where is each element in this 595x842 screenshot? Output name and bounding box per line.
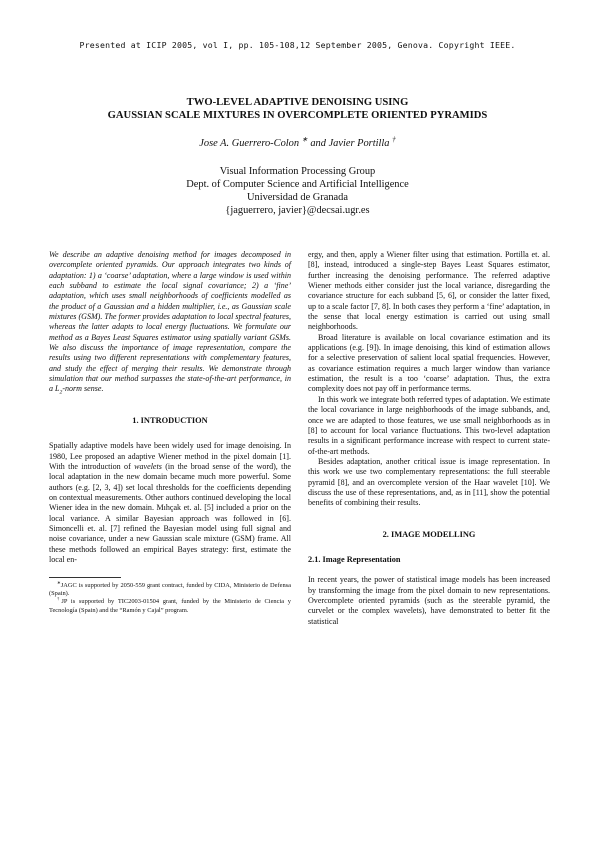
- author-connector: and: [310, 138, 326, 149]
- title-line-1: TWO-LEVEL ADAPTIVE DENOISING USING: [186, 97, 409, 108]
- author-2-footnote-mark: †: [392, 135, 396, 144]
- author-1-footnote-mark: ∗: [301, 135, 308, 144]
- author-1: Jose A. Guerrero-Colon: [199, 138, 300, 149]
- abstract-norm-subscript: 2: [59, 390, 63, 397]
- section-heading-image-modelling: 2. IMAGE MODELLING: [382, 529, 476, 539]
- footnote-text-2: JP is supported by TIC2003-01504 grant, funded by the Ministerio de Ciencia y Tecnología (Spain) and the “Ramón y Cajal” program.: [49, 598, 291, 614]
- right-column: [308, 250, 550, 627]
- paper-title: [40, 96, 555, 122]
- abstract-text-end: -norm sense.: [62, 384, 104, 394]
- affiliation-email: {jaguerrero, javier}@decsai.ugr.es: [225, 205, 370, 216]
- footnote-rule: [49, 577, 121, 578]
- author-line: [40, 135, 555, 149]
- author-2: Javier Portilla: [328, 138, 390, 149]
- footnote-mark-1: ∗: [57, 580, 61, 586]
- footnote-text-1: JAGC is supported by 2050-559 grant contract, funded by CIDA, Ministerio de Defensa (Spain).: [49, 582, 291, 598]
- left-column: [49, 250, 291, 615]
- section-heading-introduction: 1. INTRODUCTION: [132, 415, 208, 425]
- intro-paragraph-2: Broad literature is available on local covariance estimation and its applications (e.g. [9]). In image denoising, this kind of estimation allows for a selective preservation of salient local spatial frequencies. However, as covariance estimation requires a much larger window than variance estimation, the result is a too ‘coarse’ adaptation. Thus, the extra complexity does not pay off in performance terms.: [308, 332, 550, 394]
- intro-paragraph-4: Besides adaptation, another critical issue is image representation. In this work we use two complementary representations: the full steerable pyramid [8], and an overcomplete version of the Haar wavelet [10]. We discuss the use of these representations, and, as in [11], show the potential benefits of combining their results.: [308, 456, 550, 508]
- abstract-text: We describe an adaptive denoising method for images decomposed in overcomplete oriented pyramids. Our approach integrates two kinds of adaptation: 1) a ‘coarse’ adaptation, where a large window is used within each subband to estimate the local signal covariance; 2) a ‘fine’ adaptation, which uses small neighborhoods of coefficients modelled as the product of a Gaussian and a hidden multiplier, i.e., as Gaussian scale mixtures (GSM). The former provides adaptation to local spectral features, whereas the latter adapts to local energy fluctuations. We formulate our method as a Bayes Least Squares estimator using spatially variant GSMs. We also discuss the importance of image representation, compare the results using two different representations with complementary features, and study the effect of merging their results. We demonstrate through simulation that our method surpasses the state-of-the-art performance, in a L: [49, 250, 291, 394]
- intro-paragraph-1-continued: ergy, and then, apply a Wiener filter using that estimation. Portilla et. al. [8], instead, introduced a single-step Bayes Least Squares estimator, further increasing the denoising performance. The referred adaptive Wiener methods either consider just the local variance, disregarding the covariance structure for each subband [5, 6], or consider the latter fixed, up to a scale factor [7, 8]. In both cases they perform a ‘fine’ adaptation, in the sense that local energy estimation is carried out using small neighborhoods.: [308, 250, 550, 332]
- intro-text-a: Spatially adaptive models have been widely used for image denoising. In 1980, Lee proposed an adaptive Wiener method in the pixel domain [1]. With the introduction of: [49, 441, 291, 471]
- abstract-paragraph: [49, 250, 291, 395]
- intro-paragraph-1: [49, 441, 291, 565]
- footnote-1: [49, 582, 291, 598]
- modelling-paragraph-1: In recent years, the power of statistical image models has been increased by transforming the image from the pixel domain to new representations. Overcomplete oriented pyramids (such as the steerable pyramid, the curvelet or the complex wavelets), have demonstrated to better fit the statistical: [308, 575, 550, 626]
- affiliation-university: Universidad de Granada: [247, 192, 348, 203]
- intro-paragraph-3: In this work we integrate both referred types of adaptation. We estimate the local covariance in large neighborhoods of the image subbands, and, once we are adapted to those features, we use small neighborhoods as in [8] to account for local variance fluctuations. This two-level adaptation results in a significant performance increase with respect to current state-of-the-art methods.: [308, 394, 550, 456]
- footnote-2: [49, 598, 291, 614]
- affiliation-block: [40, 165, 555, 217]
- affiliation-group: Visual Information Processing Group: [219, 166, 376, 177]
- title-line-2: GAUSSIAN SCALE MIXTURES IN OVERCOMPLETE ORIENTED PYRAMIDS: [107, 110, 488, 121]
- intro-wavelets-term: wavelets: [134, 461, 162, 471]
- subsection-heading-image-representation: 2.1. Image Representation: [308, 554, 401, 564]
- affiliation-dept: Dept. of Computer Science and Artificial Intelligence: [186, 179, 409, 190]
- conference-header: Presented at ICIP 2005, vol I, pp. 105-108,12 September 2005, Genova. Copyright IEEE.: [79, 40, 516, 50]
- intro-text-b: (in the broad sense of the word), the local adaptation in the new domain became much more powerful. Some authors (e.g. [2, 3, 4]) set local thresholds for the coefficients depending on contextual measurements. Other authors continued developing the local Wiener idea in the new domain. Mıhçak et. al. [5] included a prior on the local variance. A similar Bayesian approach was followed in [6]. Simoncelli et. al. [7] refined the Bayesian model using full signal and noise covariance, under a new Gaussian scale mixture (GSM) frame. All these methods followed an empirical Bayes strategy: first, estimate the local en-: [49, 461, 291, 564]
- footnote-mark-2: †: [57, 596, 62, 602]
